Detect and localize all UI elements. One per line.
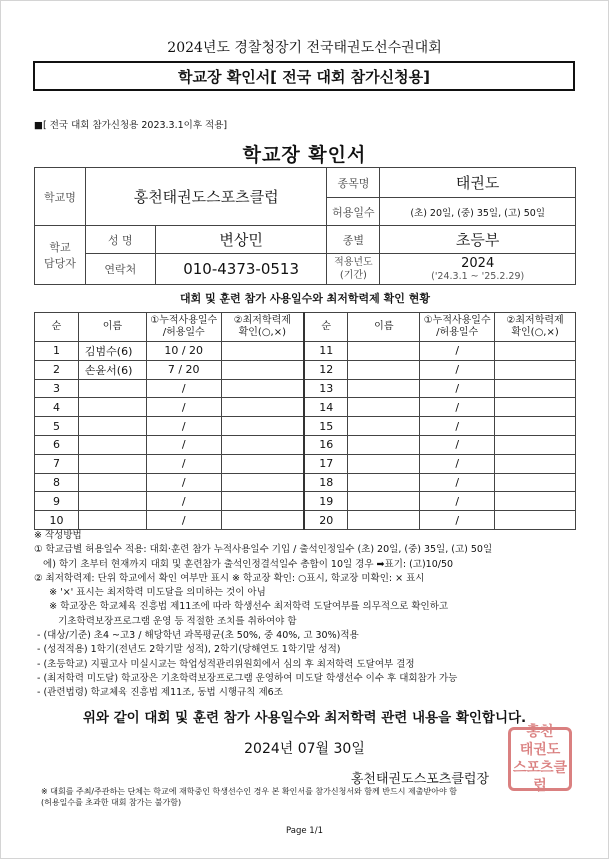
instruction-line: 에) 학기 초부터 현재까지 대회 및 훈련참가 출석인정결석일수 총합이 10일 경우 ➡표기: (고)10/50 — [34, 558, 454, 570]
record-min-cell — [221, 435, 304, 454]
header-min: ②최저학력제 확인(○,×) — [495, 313, 576, 342]
form-title-box: 학교장 확인서[ 전국 대회 참가신청용] — [33, 61, 575, 91]
table-row — [35, 473, 576, 492]
record-min-cell — [221, 511, 304, 530]
record-no-cell: 18 — [304, 473, 348, 492]
record-days-cell: / — [146, 454, 221, 473]
record-name-cell — [348, 417, 420, 436]
record-no-cell: 12 — [304, 360, 348, 379]
instruction-line: ① 학교급별 허용일수 적용: 대회·훈련 참가 누적사용일수 기입 / 출석인정일수 (초) 20일, (중) 35일, (고) 50일 — [34, 544, 493, 556]
contact-person-label: 학교 담당자 — [35, 226, 86, 285]
record-name-cell — [78, 473, 146, 492]
instruction-line: ② 최저학력제: 단위 학교에서 확인 여부만 표시 ※ 학교장 확인: ○표시, 학교장 미확인: × 표시 — [34, 572, 425, 584]
table-row — [35, 454, 576, 473]
instruction-line: - (관련법령) 학교체육 진흥법 제11조, 동법 시행규칙 제6조 — [34, 687, 283, 699]
instruction-line: ※ 학교장은 학교체육 진흥법 제11조에 따라 학생선수 최저학력 도달여부를 의무적으로 확인하고 — [34, 601, 449, 613]
instruction-line: - (최저학력 미도달) 학교장은 기초학력보장프로그램 운영하여 미도달 학생선수 이수 후 대회참가 가능 — [34, 672, 458, 684]
record-name-cell — [348, 360, 420, 379]
school-name: 홍천태권도스포츠클럽 — [85, 168, 327, 226]
info-table — [34, 167, 576, 285]
record-days-cell: / — [420, 435, 495, 454]
table-row — [35, 417, 576, 436]
record-name-cell — [78, 454, 146, 473]
category-label: 종별 — [327, 226, 380, 254]
record-name-cell — [78, 511, 146, 530]
allowed-days-label: 허용일수 — [327, 198, 380, 226]
record-days-cell: / — [146, 492, 221, 511]
record-min-cell — [221, 379, 304, 398]
allowed-days-value: (초) 20일, (중) 35일, (고) 50일 — [380, 198, 576, 226]
instruction-line: - (초등학교) 지필고사 미실시교는 학업성적관리위원회에서 심의 후 최저학력 도달여부 결정 — [34, 658, 415, 670]
footnote: ※ 대회를 주최/주관하는 단체는 학교에 재학중인 학생선수인 경우 본 확인서를 참가신청서와 함께 반드시 제출받아야 함 (허용일수를 초과한 대회 참가는 불가함) — [41, 787, 457, 807]
record-name-cell: 김범수(6) — [78, 342, 146, 361]
record-days-cell: / — [420, 473, 495, 492]
sport-value: 태권도 — [380, 168, 576, 198]
sport-label: 종목명 — [327, 168, 380, 198]
record-min-cell — [495, 360, 576, 379]
header-name: 이름 — [348, 313, 420, 342]
record-no-cell: 13 — [304, 379, 348, 398]
record-no-cell: 2 — [35, 360, 79, 379]
table-row — [35, 379, 576, 398]
year-period: ('24.3.1 ~ '25.2.29) — [431, 271, 525, 282]
record-no-cell: 6 — [35, 435, 79, 454]
table-row — [35, 511, 576, 530]
record-days-cell: 7 / 20 — [146, 360, 221, 379]
document-title: 학교장 확인서 — [242, 144, 367, 166]
issuer-name: 홍천태권도스포츠클럽장 — [350, 772, 489, 787]
phone-label: 연락처 — [85, 254, 155, 285]
record-min-cell — [495, 435, 576, 454]
record-min-cell — [495, 342, 576, 361]
records-table — [34, 312, 576, 530]
record-no-cell: 5 — [35, 417, 79, 436]
record-days-cell: / — [420, 342, 495, 361]
record-name-cell — [78, 435, 146, 454]
table-row — [35, 492, 576, 511]
record-days-cell: / — [146, 417, 221, 436]
form-note: ■[ 전국 대회 참가신청용 2023.3.1이후 적용] — [34, 120, 228, 131]
instructions — [34, 529, 584, 701]
record-no-cell: 1 — [35, 342, 79, 361]
record-no-cell: 16 — [304, 435, 348, 454]
record-min-cell — [221, 473, 304, 492]
header-no: 순 — [35, 313, 79, 342]
record-no-cell: 9 — [35, 492, 79, 511]
school-label: 학교명 — [35, 168, 86, 226]
record-name-cell — [348, 342, 420, 361]
record-name-cell — [348, 454, 420, 473]
record-no-cell: 20 — [304, 511, 348, 530]
record-min-cell — [221, 454, 304, 473]
table-row — [35, 435, 576, 454]
record-days-cell: / — [420, 379, 495, 398]
record-min-cell — [495, 492, 576, 511]
record-days-cell: / — [146, 511, 221, 530]
category-value: 초등부 — [380, 226, 576, 254]
record-days-cell: / — [420, 417, 495, 436]
record-no-cell: 8 — [35, 473, 79, 492]
page-number: Page 1/1 — [286, 826, 323, 836]
record-days-cell: 10 / 20 — [146, 342, 221, 361]
record-min-cell — [495, 379, 576, 398]
record-name-cell — [348, 435, 420, 454]
record-no-cell: 15 — [304, 417, 348, 436]
year-value: 2024 — [461, 256, 495, 271]
record-no-cell: 4 — [35, 398, 79, 417]
record-min-cell — [221, 398, 304, 417]
record-name-cell — [348, 492, 420, 511]
header-no: 순 — [304, 313, 348, 342]
name-label: 성 명 — [85, 226, 155, 254]
record-min-cell — [221, 417, 304, 436]
record-name-cell: 손윤서(6) — [78, 360, 146, 379]
record-min-cell — [221, 492, 304, 511]
record-days-cell: / — [146, 473, 221, 492]
record-days-cell: / — [146, 379, 221, 398]
record-days-cell: / — [420, 398, 495, 417]
record-no-cell: 11 — [304, 342, 348, 361]
record-min-cell — [495, 398, 576, 417]
record-no-cell: 17 — [304, 454, 348, 473]
header-name: 이름 — [78, 313, 146, 342]
record-days-cell: / — [420, 492, 495, 511]
phone-value: 010-4373-0513 — [155, 254, 327, 285]
header-days: ①누적사용일수 /허용일수 — [146, 313, 221, 342]
record-days-cell: / — [420, 454, 495, 473]
record-name-cell — [78, 398, 146, 417]
record-days-cell: / — [146, 398, 221, 417]
record-no-cell: 7 — [35, 454, 79, 473]
year-label: 적용년도 (기간) — [327, 254, 380, 285]
event-title: 2024년도 경찰청장기 전국태권도선수권대회 — [167, 40, 442, 56]
record-name-cell — [348, 511, 420, 530]
record-min-cell — [495, 417, 576, 436]
confirmation-statement: 위와 같이 대회 및 훈련 참가 사용일수와 최저학력 관련 내용을 확인합니다. — [82, 710, 527, 726]
record-no-cell: 10 — [35, 511, 79, 530]
instruction-line: - (성적적용) 1학기(전년도 2학기말 성적), 2학기(당해연도 1학기말 성적) — [34, 644, 341, 656]
year-cell — [380, 254, 576, 285]
table-row — [35, 342, 576, 361]
header-min: ②최저학력제 확인(○,×) — [221, 313, 304, 342]
record-min-cell — [221, 360, 304, 379]
instruction-line: - (대상/기준) 초4 ~고3 / 해당학년 과목평균(초 50%, 중 40%, 고 30%)적용 — [34, 630, 359, 642]
record-name-cell — [78, 492, 146, 511]
records-body — [35, 313, 576, 530]
record-no-cell: 14 — [304, 398, 348, 417]
record-name-cell — [348, 379, 420, 398]
record-min-cell — [221, 342, 304, 361]
record-name-cell — [78, 417, 146, 436]
contact-name: 변상민 — [155, 226, 327, 254]
record-name-cell — [78, 379, 146, 398]
record-name-cell — [348, 473, 420, 492]
instruction-line: ※ '×' 표시는 최저학력 미도달을 의미하는 것이 아님 — [34, 587, 266, 599]
record-min-cell — [495, 473, 576, 492]
record-days-cell: / — [146, 435, 221, 454]
record-no-cell: 19 — [304, 492, 348, 511]
record-min-cell — [495, 511, 576, 530]
table-row — [35, 360, 576, 379]
official-seal-stamp: 홍천 태권도 스포츠클럽 — [508, 727, 572, 791]
record-name-cell — [348, 398, 420, 417]
instruction-line: 기초학력보장프로그램 운영 등 적절한 조치를 취하여야 함 — [34, 615, 297, 627]
record-no-cell: 3 — [35, 379, 79, 398]
record-days-cell: / — [420, 360, 495, 379]
table-row — [35, 398, 576, 417]
record-min-cell — [495, 454, 576, 473]
header-days: ①누적사용일수 /허용일수 — [420, 313, 495, 342]
records-title: 대회 및 훈련 참가 사용일수와 최저학력제 확인 현황 — [180, 292, 430, 305]
record-days-cell: / — [420, 511, 495, 530]
instruction-line: ※ 작성방법 — [34, 530, 82, 541]
issue-date: 2024년 07월 30일 — [244, 741, 365, 757]
